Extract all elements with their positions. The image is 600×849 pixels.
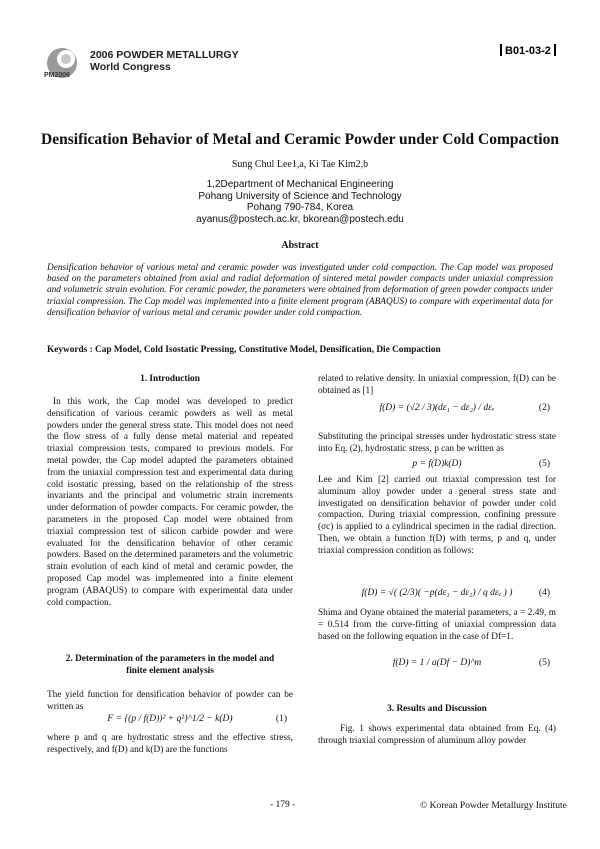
abstract-text: Densification behavior of various metal and ceramic powder was investigated under cold compaction. The Cap model was proposed based on the parameters obtained from axial and radial deformation of sintered metal powder compacts under uniaxial compression and volumetric strain evolution. For ceramic powder, the parameters were obtained from deformation of green powder compacts under triaxial compression. The Cap model was implemented into a finite element program (ABAQUS) to compare with experimental data for densification behavior of various metal and ceramic powder under cold compaction. [47,263,553,318]
logo-year: PM2006 [44,72,71,79]
page-number: - 179 - [270,800,296,810]
right-para-2: Substituting the principal stresses under hydrostatic stress state into Eq. (2), hydrostatic stress, p can be written as [318,432,556,454]
equation-4-number: (4) [538,588,550,598]
conference-name-line2: World Congress [90,61,171,73]
equation-1 [47,714,293,726]
authors: Sung Chul Lee1,a, Ki Tae Kim2,b [231,159,369,170]
conference-name-line1: 2006 POWDER METALLURGY [90,49,239,61]
equation-4-body: f(D) = √( (2/3)( −p(dε₁ − dε₂) / q dεᵥ ) ) [361,588,513,598]
equation-3-body: p = f(D)k(D) [412,459,462,469]
affiliation-line2: Pohang University of Science and Technology [198,190,402,202]
affiliation-line3: Pohang 790-784, Korea [246,202,354,213]
affiliation [30,179,570,225]
section1-heading: 1. Introduction [140,374,200,384]
keywords: Keywords : Cap Model, Cold Isostatic Pressing, Constitutive Model, Densification, Die Compaction [47,345,441,355]
equation-2-body: f(D) = (√2 / 3)(dε₁ − dε₂) / dεᵥ [379,403,495,413]
section2-heading-line2: finite element analysis [126,665,214,676]
section1-text: In this work, the Cap model was developed to predict densification of various ceramic powders as well as metal powders under the general stress state. This model does not need the flow stress of a fully dense metal material and repeated triaxial compression tests, compared to previous models. For metal powder, the Cap model adapted the parameters obtained from the uniaxial compression test and experimental data during cold isostatic pressing, based on the relationship of the stress invariants and the principal and volumetric strain increments under deformation of powder compacts. For ceramic powder, the parameters in the proposed Cap model were obtained from triaxial compression test of silicon carbide powder and were evaluated for the densification behavior of other ceramic powders. Based on the determined parameters and the volumetric strain evolution of each kind of metal and ceramic powder, the proposed Cap model was implemented into a finite element program (ABAQUS) to compare with experimental data under cold compaction. [47,397,293,608]
equation-5 [318,658,556,670]
abstract-heading: Abstract [281,240,319,251]
equation-1-number: (1) [275,714,287,724]
equation-5-number: (5) [538,658,550,668]
right-para-4: Shima and Oyane obtained the material parameters, a = 2.49, m = 0.514 from the curve-fitting of uniaxial compression data based on the following equation in the case of Df=1. [318,608,556,642]
equation-2 [318,403,556,415]
equation-3 [318,459,556,471]
section2-heading-line1: 2. Determination of the parameters in the model and [65,654,275,664]
conference-name [90,49,239,73]
paper-code-text: B01-03-2 [505,45,551,57]
section2-after-text: where p and q are hydrostatic stress and the effective stress, respectively, and f(D) and k(D) are the functions [47,733,293,755]
equation-4 [318,588,556,600]
affiliation-line4: ayanus@postech.ac.kr, bkorean@postech.edu [196,213,404,225]
right-para-3: Lee and Kim [2] carried out triaxial compression test for aluminum alloy powder under a general stress state and investigated on densification behavior of powder under cold compaction. During triaxial compression, confining pressure (σc) is applied to a cylindrical specimen in the radial direction. Then, we obtain a function f(D) with terms, p and q, under triaxial compression condition as follows: [318,475,556,556]
affiliation-line1: 1,2Department of Mechanical Engineering [206,179,394,190]
copyright: © Korean Powder Metallurgy Institute [420,801,567,811]
paper-code [497,44,559,57]
section3-heading: 3. Results and Discussion [387,704,487,714]
section2-heading [47,654,293,677]
equation-5-body: f(D) = 1 / a(Df − D)^m [392,658,482,668]
equation-3-number: (5) [538,459,550,469]
paper-title: Densification Behavior of Metal and Ceramic Powder under Cold Compaction [41,131,559,148]
section3-text: Fig. 1 shows experimental data obtained from Eq. (4) through triaxial compression of aluminum alloy powder [318,724,556,746]
equation-1-body: F = {(p / f(D))² + q²}^1/2 − k(D) [107,714,233,724]
right-para-1: related to relative density. In uniaxial compression, f(D) can be obtained as [1] [318,374,556,396]
section2-text: The yield function for densification behavior of powder can be written as [47,690,293,712]
equation-2-number: (2) [538,403,550,413]
